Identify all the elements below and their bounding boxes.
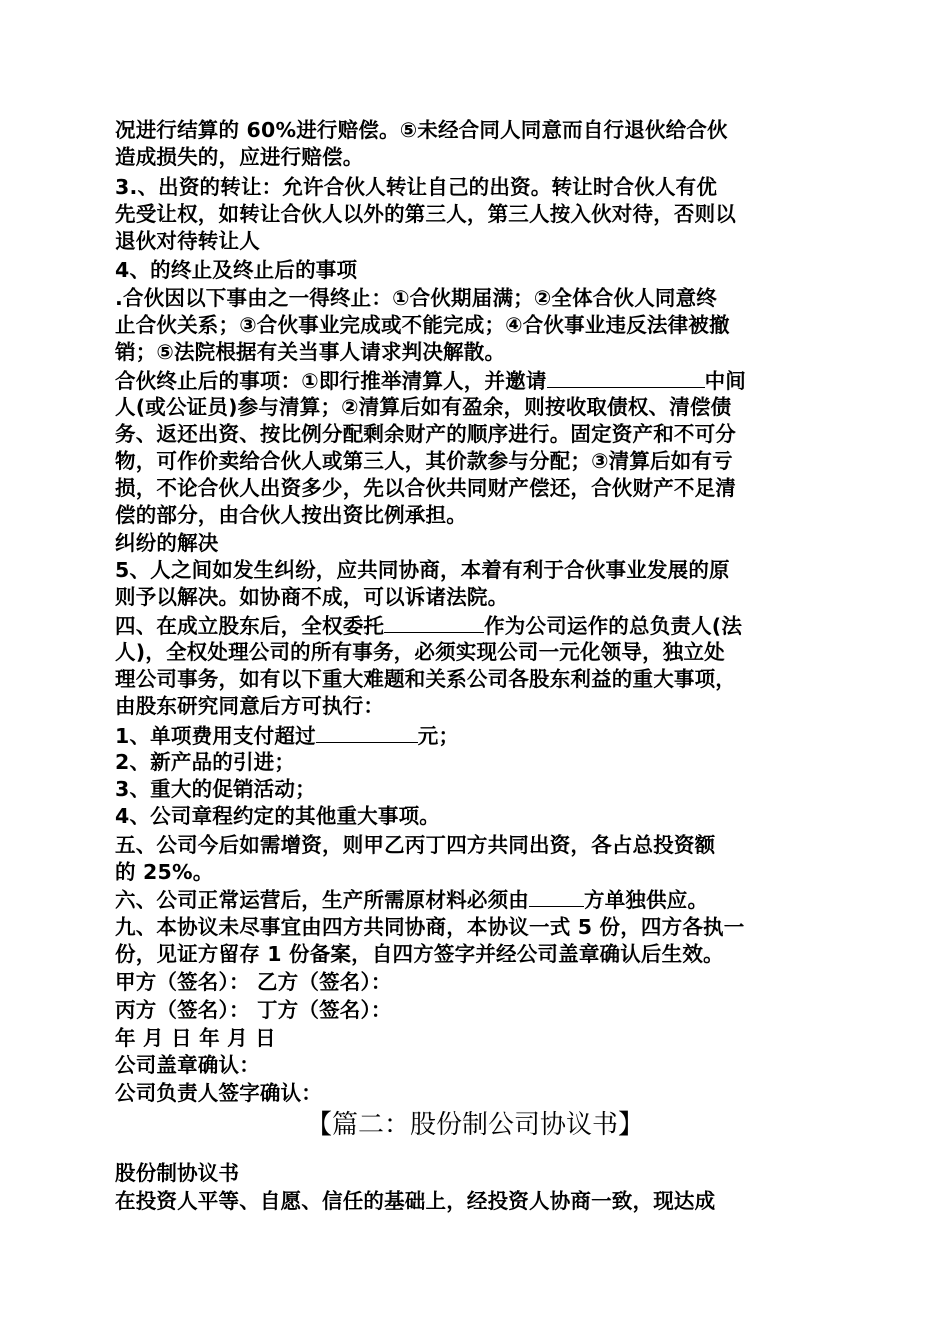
body-line: 止合伙关系；③合伙事业完成或不能完成；④合伙事业违反法律被撤 [115,313,730,337]
termination-line [115,367,746,394]
body-line: 务、返还出资、按比例分配剩余财产的顺序进行。固定资产和不可分 [115,422,736,446]
body-line: 偿的部分，由合伙人按出资比例承担。 [115,503,467,527]
body-line: 九、本协议未尽事宜由四方共同协商，本协议一式 5 份，四方各执一 [115,915,745,939]
entrust-text: 四、在成立股东后，全权委托 [115,614,385,638]
list-item: 3、重大的促销活动； [115,777,316,801]
doc-title: 股份制协议书 [115,1161,240,1185]
body-line: 3.、出资的转让：允许合伙人转让自己的出资。转让时合伙人有优 [115,175,718,199]
list-item: 2、新产品的引进； [115,750,296,774]
blank-line [384,612,484,633]
body-line: 理公司事务，如有以下重大难题和关系公司各股东利益的重大事项， [115,667,736,691]
list-item [115,722,459,749]
body-line: 份，见证方留存 1 份备案，自四方签字并经公司盖章确认后生效。 [115,942,724,966]
signature-line: 丙方（签名）： 丁方（签名）： [115,998,392,1022]
body-line: .合伙因以下事由之一得终止：①合伙期届满；②全体合伙人同意终 [115,286,717,310]
supply-line [115,886,708,913]
section-title: 纠纷的解决 [115,531,219,555]
entrust-line [115,612,742,639]
date-line: 年 月 日 年 月 日 [115,1026,276,1050]
blank-line [316,722,418,743]
body-line: 人)，全权处理公司的所有事务，必须实现公司一元化领导，独立处 [115,640,725,664]
item-text: 1、单项费用支付超过 [115,724,316,748]
supply-text: 六、公司正常运营后，生产所需原材料必须由 [115,888,529,912]
entrust-text-after: 作为公司运作的总负责人(法 [484,614,743,638]
signature-line: 甲方（签名）： 乙方（签名）： [115,970,392,994]
body-line: 五、公司今后如需增资，则甲乙丙丁四方共同出资，各占总投资额 [115,833,716,857]
blank-line [529,886,584,907]
body-line: 先受让权，如转让合伙人以外的第三人，第三人按入伙对待，否则以 [115,202,736,226]
body-line: 由股东研究同意后方可执行： [115,694,385,718]
body-line: 退伙对待转让人 [115,229,260,253]
body-line: 人(或公证员)参与清算；②清算后如有盈余，则按收取债权、清偿债 [115,395,732,419]
body-line: 在投资人平等、自愿、信任的基础上，经投资人协商一致，现达成 [115,1189,716,1213]
body-line: 5、人之间如发生纠纷，应共同协商，本着有利于合伙事业发展的原 [115,558,730,582]
termination-text: 合伙终止后的事项：①即行推举清算人，并邀请 [115,369,547,393]
signature-line: 公司负责人签字确认： [115,1081,322,1105]
seal-line: 公司盖章确认： [115,1053,260,1077]
supply-text-after: 方单独供应。 [584,888,709,912]
blank-line [547,367,705,388]
body-line: 造成损失的，应进行赔偿。 [115,145,364,169]
list-item: 4、公司章程约定的其他重大事项。 [115,804,440,828]
body-line: 销；⑤法院根据有关当事人请求判决解散。 [115,340,506,364]
body-line: 况进行结算的 60%进行赔偿。⑤未经合同人同意而自行退伙给合伙 [115,118,728,142]
body-line: 的 25%。 [115,860,214,884]
termination-text-after: 中间 [704,369,746,393]
section-title: 4、的终止及终止后的事项 [115,258,358,282]
body-line: 则予以解决。如协商不成，可以诉诸法院。 [115,585,509,609]
section-heading: 【篇二：股份制公司协议书】 [305,1110,644,1140]
item-text-after: 元； [417,724,460,748]
body-line: 物，可作价卖给合伙人或第三人，其价款参与分配；③清算后如有亏 [115,449,733,473]
body-line: 损，不论合伙人出资多少，先以合伙共同财产偿还，合伙财产不足清 [115,476,736,500]
